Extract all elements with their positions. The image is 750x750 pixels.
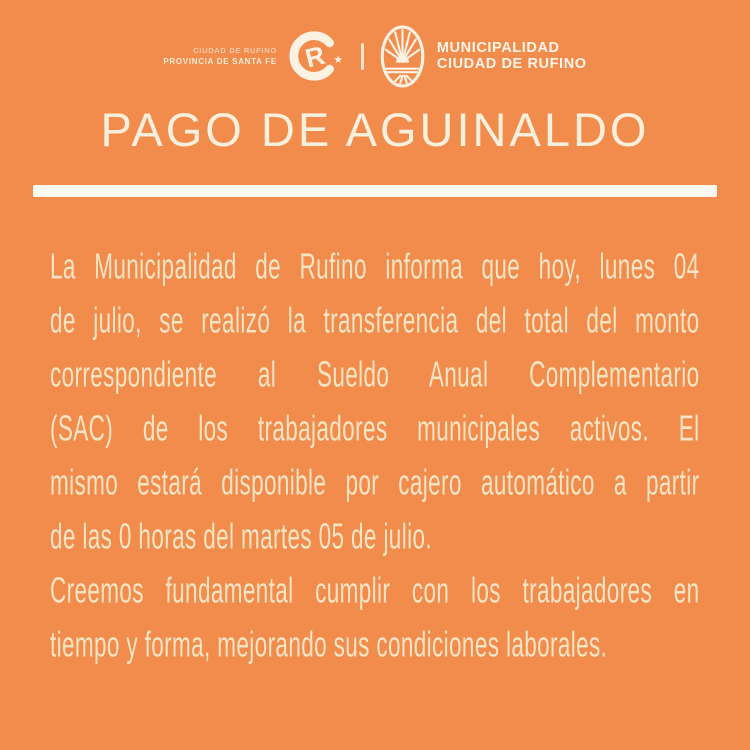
cr-monogram-icon [288, 27, 346, 85]
header [0, 22, 750, 90]
body-line: mismo estará disponible por cajero automático a partir [50, 463, 700, 503]
title-underline-bar [33, 185, 717, 197]
municipality-wordmark [437, 40, 587, 72]
municipality-wordmark-line2: CIUDAD DE RUFINO [436, 56, 587, 72]
body-line: de las 0 horas del martes 05 de julio. [50, 517, 432, 557]
body-line: tiempo y forma, mejorando sus condiciones laborales. [50, 625, 608, 665]
city-brand-caption-line1: CIUDAD DE RUFINO [193, 46, 277, 55]
body-line: (SAC) de los trabajadores municipales activos. El [50, 409, 700, 449]
municipality-brand-lockup [379, 24, 587, 89]
header-divider-bar [361, 43, 364, 70]
municipal-seal-icon [379, 24, 426, 89]
city-brand-caption-line2: PROVINCIA DE SANTA FE [163, 57, 277, 66]
svg-text:★: ★ [333, 52, 343, 66]
municipality-wordmark-line1: MUNICIPALIDAD [436, 40, 560, 56]
body-line: de julio, se realizó la transferencia del total del monto [50, 301, 700, 341]
page-title: PAGO DE AGUINALDO [100, 103, 650, 156]
body-line: Creemos fundamental cumplir con los trabajadores en [50, 571, 700, 611]
body-line: correspondiente al Sueldo Anual Complementario [50, 355, 700, 395]
svg-text:R: R [302, 39, 328, 74]
city-brand-lockup [163, 27, 346, 85]
body-line: La Municipalidad de Rufino informa que hoy, lunes 04 [50, 247, 700, 287]
announcement-body [50, 240, 700, 672]
city-brand-caption [163, 45, 277, 67]
